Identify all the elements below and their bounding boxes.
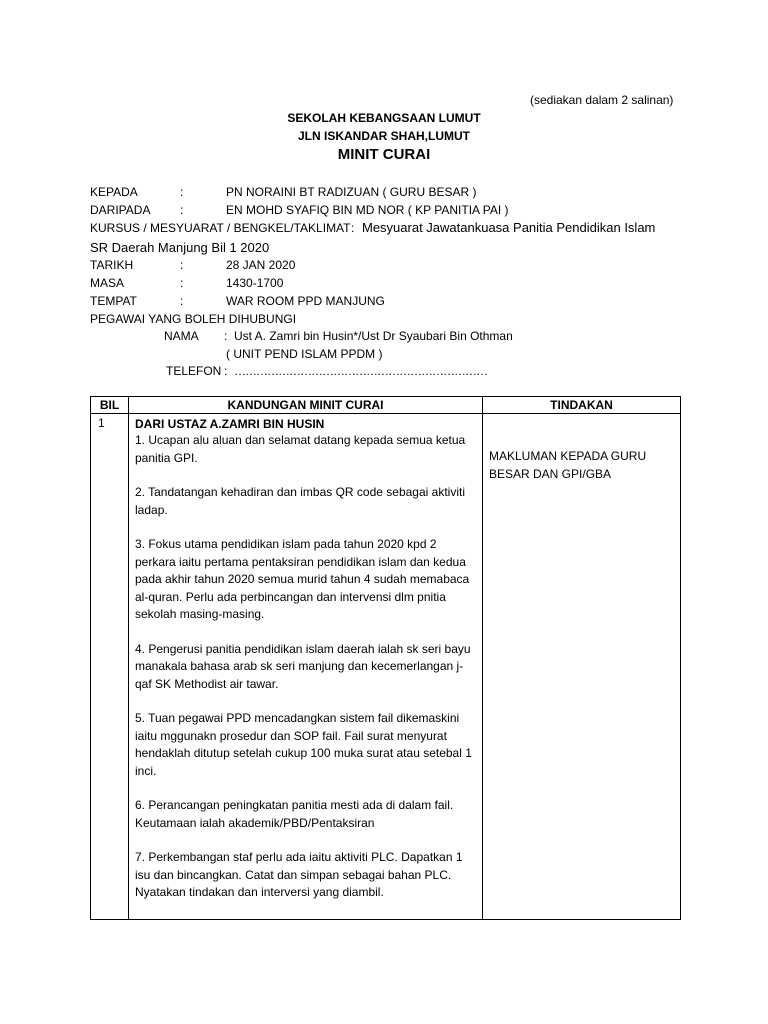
kepada-value: PN NORAINI BT RADIZUAN ( GURU BESAR ) [226,185,477,199]
row-tindakan [483,414,681,920]
tarikh-colon: : [180,258,184,272]
kepada-label: KEPADA [90,185,138,199]
table-header-row [91,397,681,414]
telefon-colon: : [224,364,228,378]
nama-value: Ust A. Zamri bin Husin*/Ust Dr Syaubari Bin Othman [234,329,513,343]
kepada-colon: : [180,185,184,199]
tarikh-value: 28 JAN 2020 [226,258,296,272]
list-item: 2. Tandatangan kehadiran dan imbas QR code sebagai aktiviti ladap. [135,485,465,517]
tempat-label: TEMPAT [90,294,137,308]
kursus-colon: : [351,221,355,235]
kursus-value-line1: Mesyuarat Jawatankuasa Panitia Pendidikan Islam [362,220,656,235]
document-title: MINIT CURAI [337,146,431,163]
school-name: SEKOLAH KEBANGSAAN LUMUT [287,111,481,125]
header-kandungan: KANDUNGAN MINIT CURAI [129,397,483,414]
list-item: 6. Perancangan peningkatan panitia mesti ada di dalam fail. Keutamaan ialah akademik/PBD/Pentaksiran [135,798,454,830]
masa-value: 1430-1700 [226,276,284,290]
copies-note: (sediakan dalam 2 salinan) [530,93,674,107]
daripada-label: DARIPADA [90,203,151,217]
tempat-colon: : [180,294,184,308]
tindakan-text: MAKLUMAN KEPADA GURU BESAR DAN GPI/GBA [489,449,647,481]
header-bil: BIL [91,397,129,414]
list-item: 5. Tuan pegawai PPD mencadangkan sistem fail dikemaskini iaitu mggunakn prosedur dan SOP fail. Fail surat menyurat hendaklah ditutup setelah cukup 100 muka surat atau setebal 1 inci. [135,711,472,778]
list-item: 4. Pengerusi panitia pendidikan islam daerah ialah sk seri bayu manakala bahasa arab sk seri manjung dan kecemerlangan j-qaf SK Methodist air tawar. [135,641,471,691]
tempat-value: WAR ROOM PPD MANJUNG [226,294,385,308]
list-item: 3. Fokus utama pendidikan islam pada tahun 2020 kpd 2 perkara iaitu pertama pentaksiran pendidikan islam dan kedua pada akhir tahun 2020 semua murid tahun 4 sudah memabaca al-quran. Perlu ada perbincangan dan intervensi dlm pnitia sekolah masing-masing. [135,537,470,621]
kursus-value-line2: SR Daerah Manjung Bil 1 2020 [90,240,270,255]
header-tindakan: TINDAKAN [483,397,681,414]
row-kandungan [129,414,483,920]
row-from: DARI USTAZ A.ZAMRI BIN HUSIN [135,417,325,431]
minit-table [90,396,681,920]
school-address: JLN ISKANDAR SHAH,LUMUT [298,129,470,143]
telefon-value: …………………………………………………………… [234,364,487,378]
nama-colon: : [224,329,228,343]
daripada-colon: : [180,203,184,217]
pegawai-label: PEGAWAI YANG BOLEH DIHUBUNGI [90,312,297,326]
list-item: 1. Ucapan alu aluan dan selamat datang kepada semua ketua panitia GPI. [135,433,466,465]
masa-colon: : [180,276,184,290]
unit-value: ( UNIT PEND ISLAM PPDM ) [226,347,383,361]
kursus-label: KURSUS / MESYUARAT / BENGKEL/TAKLIMAT [90,221,351,235]
list-item: 7. Perkembangan staf perlu ada iaitu aktiviti PLC. Dapatkan 1 isu dan bincangkan. Catat dan simpan sebagai bahan PLC. Nyatakan tindakan dan interversi yang diambil. [135,850,463,899]
masa-label: MASA [90,276,125,290]
telefon-label: TELEFON [166,364,222,378]
tarikh-label: TARIKH [90,258,134,272]
daripada-value: EN MOHD SYAFIQ BIN MD NOR ( KP PANITIA PAI ) [226,203,509,217]
table-row [91,414,681,920]
row-bil: 1 [91,414,129,920]
nama-label: NAMA [164,329,199,343]
